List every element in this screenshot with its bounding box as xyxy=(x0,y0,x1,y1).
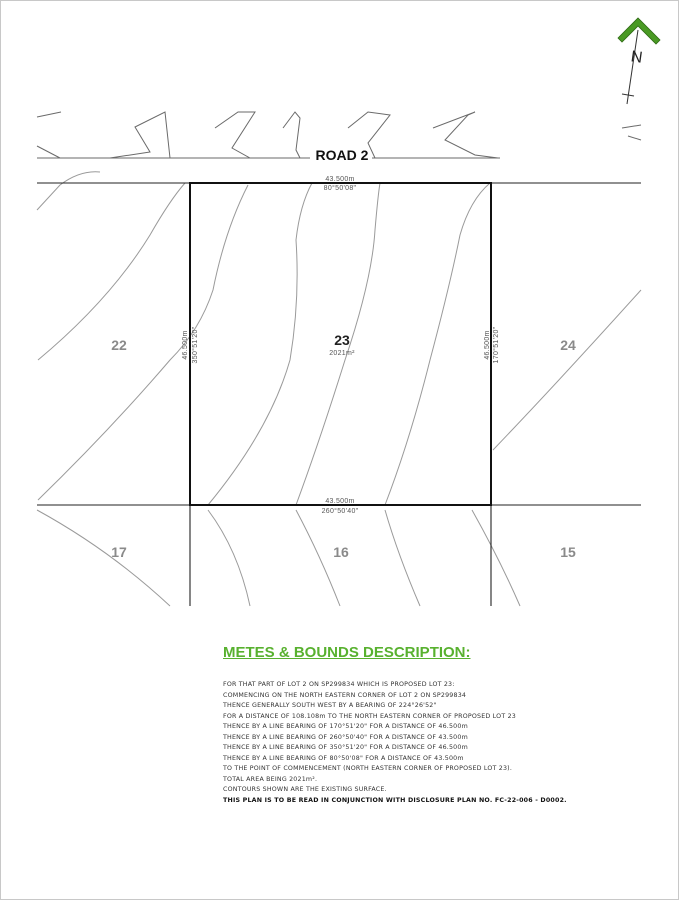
description-line: COMMENCING ON THE NORTH EASTERN CORNER OF LOT 2 ON SP299834 xyxy=(223,691,467,699)
description-line: THENCE GENERALLY SOUTH WEST BY A BEARING OF 224°26'52" xyxy=(223,702,437,709)
road-label: ROAD 2 xyxy=(315,147,369,163)
lot-23-number: 23 xyxy=(334,332,350,348)
lot-22-label: 22 xyxy=(111,337,127,353)
south-bearing: 260°50'40" xyxy=(321,508,359,515)
lot-16-label: 16 xyxy=(333,544,349,560)
north-distance: 43.500m xyxy=(325,176,355,183)
west-bearing: 350°51'20" xyxy=(192,326,199,364)
description-line: FOR A DISTANCE OF 108.108m TO THE NORTH EASTERN CORNER OF PROPOSED LOT 23 xyxy=(223,712,516,720)
north-arrow-label: N xyxy=(629,48,644,67)
lot-24-label: 24 xyxy=(560,337,576,353)
north-arrow-icon xyxy=(618,18,660,104)
description-body xyxy=(223,680,623,806)
description-line: TO THE POINT OF COMMENCEMENT (NORTH EASTERN CORNER OF PROPOSED LOT 23). xyxy=(223,765,513,772)
description-title: METES & BOUNDS DESCRIPTION: xyxy=(223,644,471,661)
north-bearing: 80°50'08" xyxy=(323,185,357,192)
description-line: THENCE BY A LINE BEARING OF 260°50'40" FOR A DISTANCE OF 43.500m xyxy=(223,733,468,741)
description-line: TOTAL AREA BEING 2021m². xyxy=(223,775,318,783)
description-line: THENCE BY A LINE BEARING OF 350°51'20" FOR A DISTANCE OF 46.500m xyxy=(223,744,468,751)
contour-lines xyxy=(37,172,641,606)
description-line: THENCE BY A LINE BEARING OF 80°50'08" FOR A DISTANCE OF 43.500m xyxy=(223,754,464,762)
east-bearing: 170°51'20" xyxy=(493,326,500,364)
lot-17-label: 17 xyxy=(111,544,127,560)
west-distance: 46.500m xyxy=(182,330,189,360)
lot-15-label: 15 xyxy=(560,544,576,560)
description-note: THIS PLAN IS TO BE READ IN CONJUNCTION WITH DISCLOSURE PLAN NO. FC-22-006 - D0002. xyxy=(223,796,567,804)
description-line: FOR THAT PART OF LOT 2 ON SP299834 WHICH IS PROPOSED LOT 23: xyxy=(223,681,455,688)
boundary-lines xyxy=(37,183,641,606)
east-distance: 46.500m xyxy=(484,330,491,360)
south-distance: 43.500m xyxy=(325,498,355,505)
description-line: THENCE BY A LINE BEARING OF 170°51'20" FOR A DISTANCE OF 46.500m xyxy=(223,723,468,730)
description-line: CONTOURS SHOWN ARE THE EXISTING SURFACE. xyxy=(223,786,387,793)
lot-23-area: 2021m² xyxy=(329,350,355,357)
